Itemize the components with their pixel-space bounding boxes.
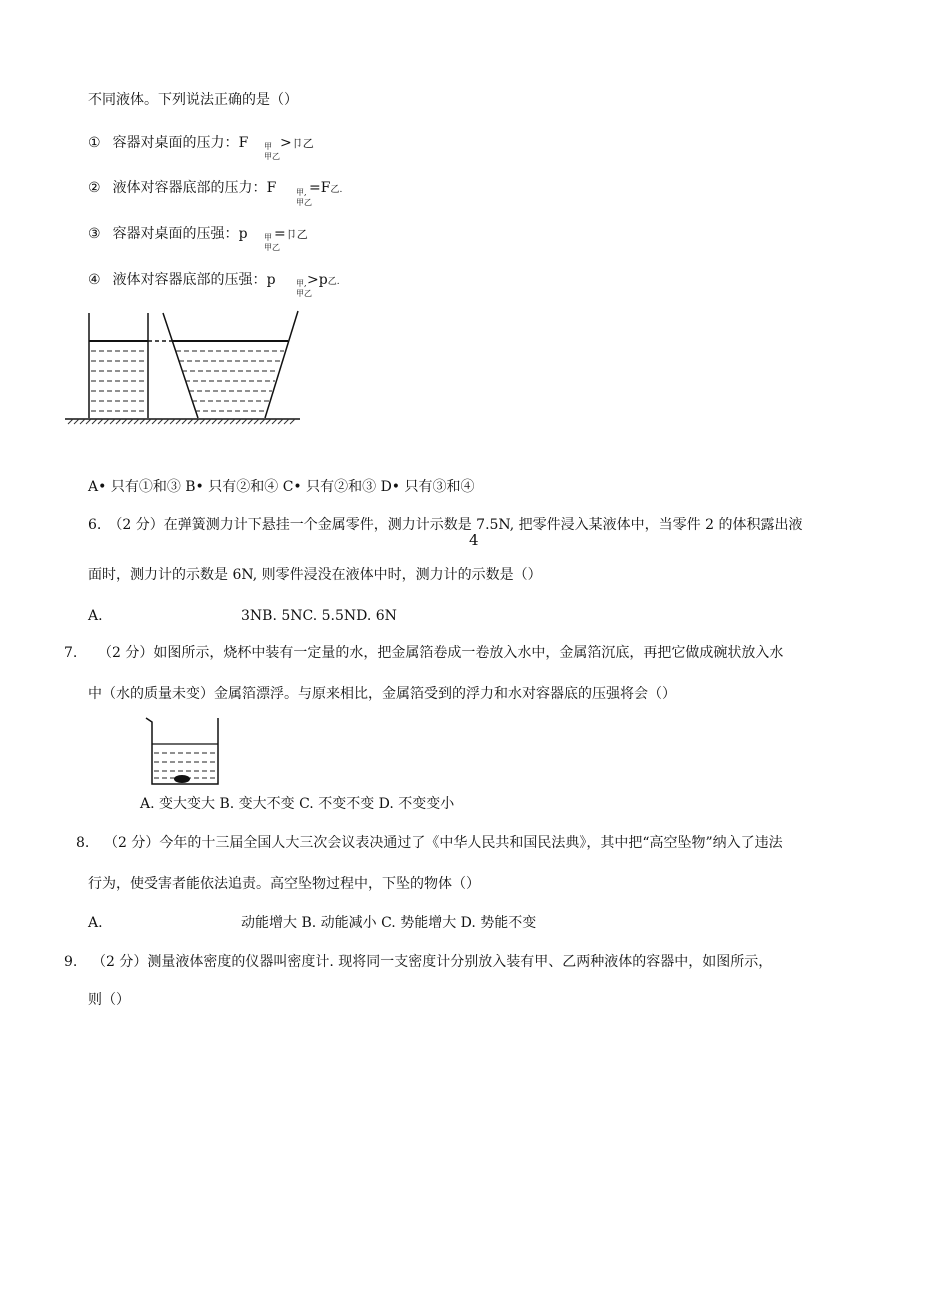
item-number: ④ [88, 272, 101, 288]
q5-item-1 [88, 133, 248, 153]
operator: >卩乙 [280, 135, 314, 151]
metal-foil-roll [174, 775, 190, 783]
q9-line-2: 则（） [88, 992, 130, 1008]
q9-number: 9. [64, 954, 78, 970]
formula: p [266, 272, 276, 288]
q8-option-label: A. [88, 915, 103, 931]
container-figure [60, 305, 310, 430]
item-text: 液体对容器底部的压强： [112, 272, 267, 288]
subscript: 甲乙 [296, 289, 312, 298]
q6-line-1: 6. （2 分）在弹簧测力计下悬挂一个金属零件，测力计示数是 7.5N, 把零件浸入某液体中，当零件 2 的体积露出液 [88, 517, 803, 533]
q5-item-3 [88, 224, 248, 244]
q6-line-2: 面时，测力计的示数是 6N, 则零件浸没在液体中时，测力计的示数是（） [88, 567, 542, 583]
q6-options: 3NB. 5NC. 5.5ND. 6N [241, 608, 397, 624]
subscript: 甲, [296, 188, 307, 197]
item-text: 容器对桌面的压力： [112, 135, 239, 151]
operator: >p乙. [307, 272, 340, 288]
q7-options: A. 变大变大 B. 变大不变 C. 不变不变 D. 不变变小 [140, 796, 455, 812]
q8-options: 动能增大 B. 动能减小 C. 势能增大 D. 势能不变 [241, 915, 537, 931]
subscript: 甲乙 [296, 198, 312, 207]
q6-option-label: A. [88, 608, 103, 624]
subscript: 甲乙 [264, 243, 280, 252]
q5-item-2 [88, 178, 276, 198]
q7-line-1: （2 分）如图所示，烧杯中装有一定量的水，把金属箔卷成一卷放入水中，金属箔沉底，再把它做成碗状放入水 [98, 645, 784, 661]
q9-line-1: （2 分）测量液体密度的仪器叫密度计. 现将同一支密度计分别放入装有甲、乙两种液体的容器中，如图所示， [92, 954, 773, 970]
q7-number: 7. [64, 645, 78, 661]
formula: F [266, 180, 277, 196]
subscript: 甲, [296, 279, 307, 288]
q7-line-2: 中（水的质量未变）金属箔漂浮。与原来相比，金属箔受到的浮力和水对容器底的压强将会（） [88, 686, 676, 702]
subscript: 甲 [264, 233, 272, 242]
item-text: 容器对桌面的压强： [112, 226, 239, 242]
beaker-figure [138, 712, 228, 792]
item-text: 液体对容器底部的压力： [112, 180, 267, 196]
q5-options: A• 只有①和③ B• 只有②和④ C• 只有②和③ D• 只有③和④ [88, 479, 475, 495]
q5-intro: 不同液体。下列说法正确的是（） [88, 92, 298, 108]
q6-fraction-denominator: 4 [469, 531, 479, 549]
item-number: ① [88, 135, 101, 151]
q8-line-1: （2 分）今年的十三届全国人大三次会议表决通过了《中华人民共和国民法典》，其中把“高空坠物”纳入了违法 [104, 835, 783, 851]
subscript: 甲 [264, 142, 272, 151]
item-number: ③ [88, 226, 101, 242]
operator: =F乙. [309, 180, 343, 196]
q8-line-2: 行为，使受害者能依法追责。高空坠物过程中，下坠的物体（） [88, 876, 480, 892]
q8-number: 8. [76, 835, 90, 851]
item-number: ② [88, 180, 101, 196]
formula: F [238, 135, 249, 151]
q5-item-4 [88, 270, 276, 290]
subscript: 甲乙 [264, 152, 280, 161]
operator: =卩乙 [274, 226, 308, 242]
formula: p [238, 226, 248, 242]
